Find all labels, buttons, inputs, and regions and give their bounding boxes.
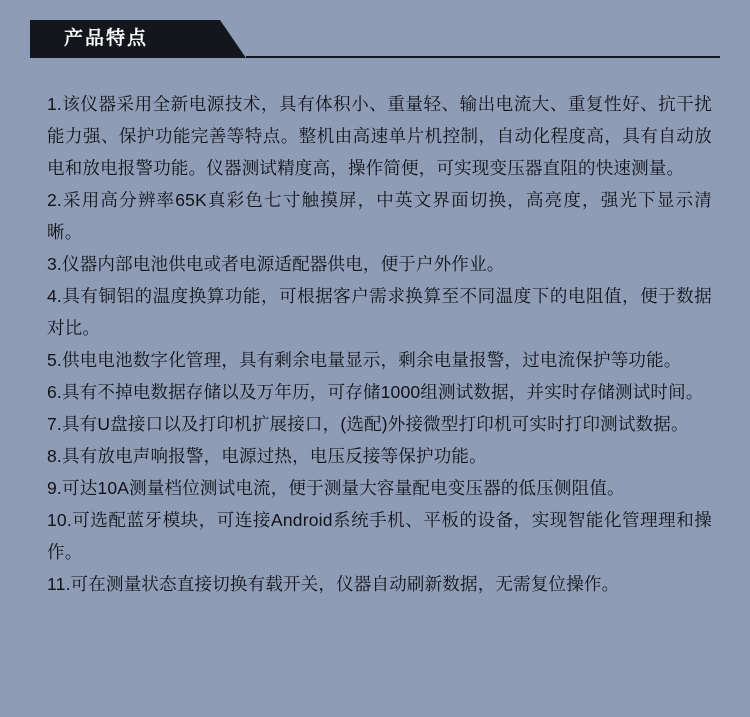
- list-item: 1.该仪器采用全新电源技术，具有体积小、重量轻、输出电流大、重复性好、抗干扰能力强、保护功能完善等特点。整机由高速单片机控制，自动化程度高，具有自动放电和放电报警功能。仪器测试精度高，操作简便，可实现变压器直阻的快速测量。: [47, 94, 712, 178]
- list-item: 3.仪器内部电池供电或者电源适配器供电，便于户外作业。: [47, 254, 505, 274]
- list-item: 8.具有放电声响报警，电源过热，电压反接等保护功能。: [47, 446, 487, 466]
- list-item: 10.可选配蓝牙模块，可连接Android系统手机、平板的设备，实现智能化管理理和操作。: [47, 510, 712, 562]
- list-item: 7.具有U盘接口以及打印机扩展接口，(选配)外接微型打印机可实时打印测试数据。: [47, 414, 689, 434]
- page-title: 产品特点: [64, 28, 149, 49]
- feature-list: [47, 88, 712, 600]
- list-item: 9.可达10A测量档位测试电流，便于测量大容量配电变压器的低压侧阻值。: [47, 478, 625, 498]
- list-item: 2.采用高分辨率65K真彩色七寸触摸屏，中英文界面切换，高亮度，强光下显示清晰。: [47, 190, 712, 242]
- header-banner-slant: [220, 20, 246, 58]
- section-header: [30, 20, 720, 58]
- list-item: 4.具有铜铝的温度换算功能，可根据客户需求换算至不同温度下的电阻值，便于数据对比。: [47, 286, 712, 338]
- header-underline: [246, 56, 720, 58]
- list-item: 11.可在测量状态直接切换有载开关，仪器自动刷新数据，无需复位操作。: [47, 574, 620, 594]
- list-item: 6.具有不掉电数据存储以及万年历，可存储1000组测试数据，并实时存储测试时间。: [47, 382, 704, 402]
- list-item: 5.供电电池数字化管理，具有剩余电量显示，剩余电量报警，过电流保护等功能。: [47, 350, 682, 370]
